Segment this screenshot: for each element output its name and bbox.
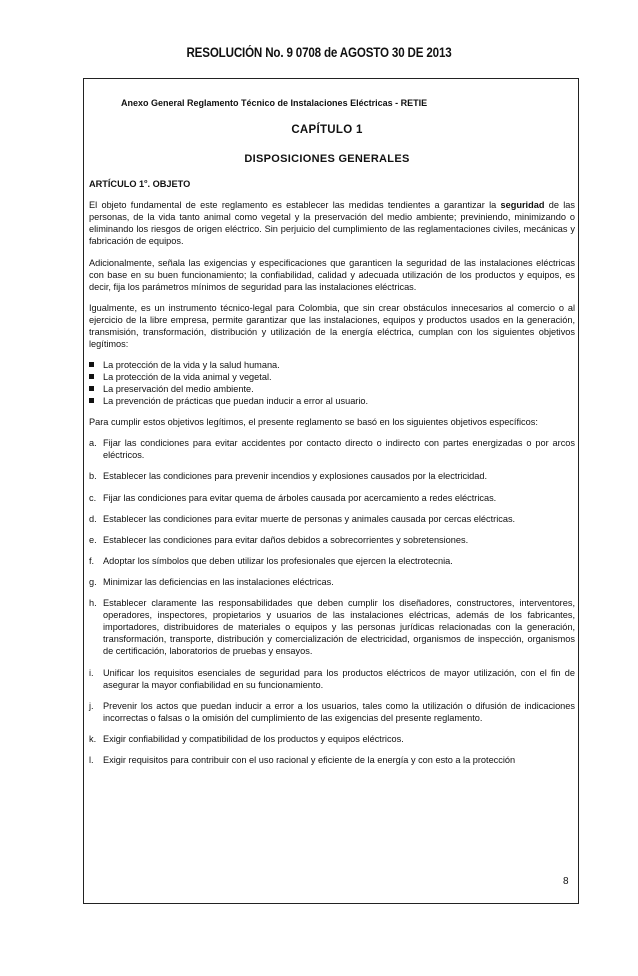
square-bullet-icon bbox=[89, 362, 94, 367]
chapter-title: CAPÍTULO 1 bbox=[291, 124, 363, 136]
lettered-item bbox=[89, 733, 575, 745]
item-letter: h. bbox=[89, 598, 97, 609]
item-text: Fijar las condiciones para evitar accidentes por contacto directo o indirecto con partes energizadas o por arcos eléctricos. bbox=[103, 438, 575, 461]
paragraph-1-bold: seguridad bbox=[500, 200, 545, 211]
article-heading: . OBJETO bbox=[147, 179, 191, 190]
square-bullet-icon bbox=[89, 398, 94, 403]
lettered-item bbox=[89, 700, 575, 724]
article-label: ARTÍCULO 1 bbox=[89, 179, 145, 190]
chapter-subtitle: DISPOSICIONES GENERALES bbox=[244, 153, 410, 165]
objectives-list bbox=[89, 359, 575, 407]
lettered-item bbox=[89, 576, 575, 588]
item-text: Exigir requisitos para contribuir con el uso racional y eficiente de la energía y con esto a la protección bbox=[103, 754, 516, 765]
item-text: Minimizar las deficiencias en las instalaciones eléctricas. bbox=[103, 576, 334, 587]
paragraph-4: Para cumplir estos objetivos legítimos, el presente reglamento se basó en los siguientes objetivos específicos: bbox=[89, 417, 538, 428]
document-body bbox=[89, 176, 575, 775]
paragraph-1 bbox=[89, 199, 575, 247]
item-text: Prevenir los actos que puedan inducir a error a los usuarios, tales como la utilización o difusión de indicaciones incorrectas o falsas o la omisión del cumplimiento de las exigencias del presente reglamento. bbox=[103, 700, 575, 723]
lettered-item bbox=[89, 534, 575, 546]
lettered-item bbox=[89, 437, 575, 461]
list-item bbox=[89, 383, 575, 395]
square-bullet-icon bbox=[89, 374, 94, 379]
list-item bbox=[89, 371, 575, 383]
item-letter: j. bbox=[89, 700, 94, 711]
list-item-text: La prevención de prácticas que puedan inducir a error al usuario. bbox=[103, 396, 369, 407]
resolution-header: RESOLUCIÓN No. 9 0708 de AGOSTO 30 DE 2013 bbox=[186, 45, 452, 60]
item-text: Establecer las condiciones para evitar muerte de personas y animales causada por cercas eléctricas. bbox=[103, 513, 516, 524]
lettered-item bbox=[89, 754, 575, 766]
item-text: Establecer claramente las responsabilidades que deben cumplir los diseñadores, constructores, interventores, operadores, inspectores, propietarios y usuarios de las instalaciones eléctricas, además de los fabricantes, importadores, distribuidores de materiales o equipos y las personas jurídicas relacionadas con la generación, transformación, transporte, distribución y comercialización de electricidad, organismos de inspección, organismos de certificación, laboratorios de pruebas y ensayos. bbox=[103, 598, 575, 657]
lettered-item bbox=[89, 555, 575, 567]
item-text: Adoptar los símbolos que deben utilizar los profesionales que ejercen la electrotecnia. bbox=[103, 555, 453, 566]
item-letter: i. bbox=[89, 667, 94, 678]
paragraph-3: Igualmente, es un instrumento técnico-legal para Colombia, que sin crear obstáculos innecesarios al comercio o al ejercicio de la libre empresa, permite garantizar que las instalaciones, equipos y productos usados en la generación, transmisión, transformación, distribución y utilización de la energía eléctrica, cumplan con los siguientes objetivos legítimos: bbox=[89, 302, 575, 350]
list-item-text: La preservación del medio ambiente. bbox=[103, 384, 254, 395]
paragraph-1-end: de las personas, de la vida tanto animal como vegetal y la preservación del medio ambiente; previniendo, minimizando o eliminando los riesgos de origen eléctrico. Sin perjuicio del cumplimiento de las reglamentaciones civiles, mecánicas y fabricación de equipos. bbox=[89, 200, 575, 247]
item-letter: a. bbox=[89, 438, 97, 449]
list-item-text: La protección de la vida animal y vegetal. bbox=[103, 372, 272, 383]
square-bullet-icon bbox=[89, 386, 94, 391]
page-number: 8 bbox=[563, 876, 569, 887]
item-letter: c. bbox=[89, 492, 97, 503]
item-letter: e. bbox=[89, 534, 97, 545]
item-letter: k. bbox=[89, 733, 97, 744]
list-item bbox=[89, 359, 575, 371]
item-text: Exigir confiabilidad y compatibilidad de los productos y equipos eléctricos. bbox=[103, 733, 404, 744]
lettered-item bbox=[89, 492, 575, 504]
list-item-text: La protección de la vida y la salud humana. bbox=[103, 360, 280, 371]
item-letter: b. bbox=[89, 471, 97, 482]
annex-title: Anexo General Reglamento Técnico de Instalaciones Eléctricas - RETIE bbox=[121, 98, 428, 108]
lettered-item bbox=[89, 513, 575, 525]
item-letter: l. bbox=[89, 754, 94, 765]
paragraph-2: Adicionalmente, señala las exigencias y especificaciones que garanticen la seguridad de las instalaciones eléctricas con base en su buen funcionamiento; la confiabilidad, calidad y adecuada utilización de los productos y equipos, es decir, fija los parámetros mínimos de seguridad para las instalaciones eléctricas. bbox=[89, 257, 575, 292]
article-title bbox=[89, 176, 575, 190]
item-text: Establecer las condiciones para evitar daños debidos a sobrecorrientes y sobretensiones. bbox=[103, 534, 469, 545]
item-text: Fijar las condiciones para evitar quema de árboles causada por acercamiento a redes eléctricas. bbox=[103, 492, 497, 503]
item-letter: f. bbox=[89, 555, 95, 566]
item-text: Establecer las condiciones para prevenir incendios y explosiones causados por la electricidad. bbox=[103, 471, 488, 482]
lettered-item bbox=[89, 597, 575, 657]
item-text: Unificar los requisitos esenciales de seguridad para los productos eléctricos de mayor utilización, con el fin de asegurar la mayor confiabilidad en su funcionamiento. bbox=[103, 667, 575, 690]
article-ordinal: o bbox=[144, 179, 148, 185]
lettered-item bbox=[89, 667, 575, 691]
paragraph-1-start: El objeto fundamental de este reglamento es establecer las medidas tendientes a garantizar la bbox=[89, 200, 501, 211]
item-letter: d. bbox=[89, 513, 97, 524]
item-letter: g. bbox=[89, 576, 97, 587]
lettered-item bbox=[89, 470, 575, 482]
list-item bbox=[89, 395, 575, 407]
